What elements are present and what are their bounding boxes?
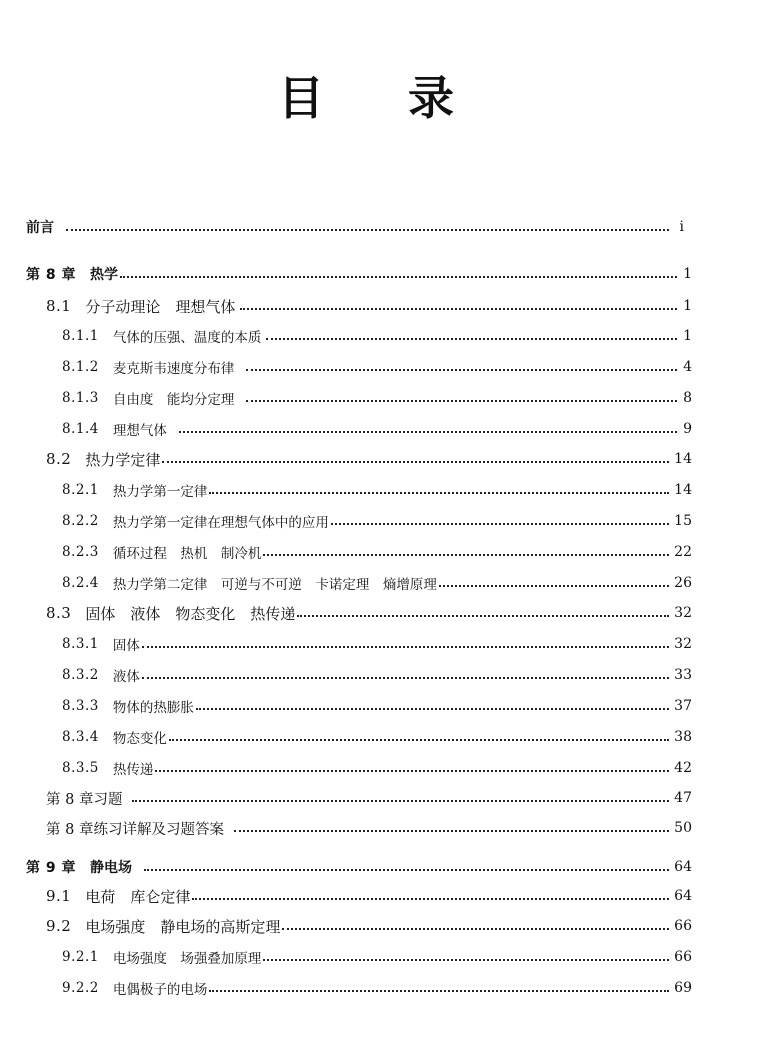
toc-label: 分子动理论 理想气体 <box>85 297 236 316</box>
toc-label: 固体 液体 物态变化 热传递 <box>85 604 296 623</box>
page-title-char-1: 目 <box>278 71 324 125</box>
toc-leader <box>162 461 669 463</box>
toc-leader <box>209 990 669 992</box>
toc-label: 热力学第一定律在理想气体中的应用 <box>112 515 329 531</box>
toc-leader <box>234 830 669 832</box>
toc-page-number: 9 <box>683 421 692 437</box>
toc-label: 气体的压强、温度的本质 <box>112 330 262 346</box>
toc-page-number: 4 <box>683 359 692 375</box>
toc-page-number: 32 <box>674 605 692 621</box>
toc-entry-subsection-8-2-3[interactable] <box>62 540 692 564</box>
toc-entry-subsection-8-2-4[interactable] <box>62 571 692 595</box>
toc-number: 8.3.4 <box>62 729 99 745</box>
toc-entry-chapter-8-answers[interactable] <box>46 816 692 840</box>
toc-label: 循环过程 热机 制冷机 <box>112 546 262 562</box>
toc-entry-subsection-8-1-1[interactable] <box>62 324 692 348</box>
toc-entry-subsection-8-3-1[interactable] <box>62 632 692 656</box>
toc-entry-subsection-8-2-1[interactable] <box>62 478 692 502</box>
toc-number: 8.2.4 <box>62 575 99 591</box>
toc-label: 理想气体 <box>112 423 167 439</box>
toc-leader <box>142 677 669 679</box>
toc-entry-chapter-8-exercises[interactable] <box>46 786 692 810</box>
toc-label: 热传递 <box>112 762 154 778</box>
toc-leader <box>266 338 677 340</box>
toc-entry-section-8-2[interactable] <box>46 447 692 471</box>
toc-label: 热力学第一定律 <box>112 484 208 500</box>
toc-label: 第 8 章习题 <box>46 791 123 808</box>
toc-number: 8.1.4 <box>62 421 99 437</box>
toc-page-number: i <box>679 219 684 235</box>
toc-label: 电荷 库仑定律 <box>85 887 191 906</box>
toc-number: 8.1.1 <box>62 328 99 344</box>
toc-entry-section-9-2[interactable] <box>46 914 692 938</box>
toc-page-number: 37 <box>674 698 692 714</box>
toc-number: 8.2.3 <box>62 544 99 560</box>
toc-number: 第 8 章 <box>26 267 76 283</box>
toc-page-number: 64 <box>674 859 692 875</box>
toc-page-number: 33 <box>674 667 692 683</box>
toc-number: 9.2.2 <box>62 980 99 996</box>
toc-leader <box>439 585 669 587</box>
toc-page-number: 22 <box>674 544 692 560</box>
toc-label: 自由度 能均分定理 <box>112 392 235 408</box>
page-title-char-2: 录 <box>408 71 454 125</box>
toc-number: 第 9 章 <box>26 860 76 876</box>
toc-entry-subsection-9-2-1[interactable] <box>62 945 692 969</box>
toc-page-number: 66 <box>674 918 692 934</box>
toc-label: 电场强度 场强叠加原理 <box>112 951 262 967</box>
toc-leader <box>169 739 669 741</box>
toc-number: 8.3.1 <box>62 636 99 652</box>
toc-entry-subsection-8-3-4[interactable] <box>62 725 692 749</box>
toc-number: 8.2.2 <box>62 513 99 529</box>
toc-leader <box>192 898 669 900</box>
page-title <box>0 68 758 128</box>
toc-number: 9.2 <box>46 917 72 935</box>
toc-label: 电偶极子的电场 <box>112 982 208 998</box>
toc-number: 8.1.2 <box>62 359 99 375</box>
toc-entry-chapter-9[interactable] <box>26 855 692 879</box>
toc-leader <box>196 708 669 710</box>
toc-label: 静电场 <box>90 860 132 876</box>
toc-number: 8.3.3 <box>62 698 99 714</box>
toc-page-number: 66 <box>674 949 692 965</box>
toc-leader <box>132 800 669 802</box>
toc-entry-subsection-8-3-2[interactable] <box>62 663 692 687</box>
toc-label: 前言 <box>26 220 54 236</box>
toc-entry-subsection-8-1-3[interactable] <box>62 386 692 410</box>
toc-entry-section-8-3[interactable] <box>46 601 692 625</box>
toc-label: 液体 <box>112 669 140 685</box>
toc-leader <box>209 492 669 494</box>
toc-number: 8.3 <box>46 604 72 622</box>
toc-page-number: 38 <box>674 729 692 745</box>
toc-number: 8.3.2 <box>62 667 99 683</box>
toc-number: 9.2.1 <box>62 949 99 965</box>
toc-leader <box>144 869 669 871</box>
toc-number: 8.1 <box>46 297 72 315</box>
toc-number: 8.1.3 <box>62 390 99 406</box>
toc-entry-subsection-8-1-2[interactable] <box>62 355 692 379</box>
toc-page-number: 8 <box>683 390 692 406</box>
toc-leader <box>282 928 669 930</box>
toc-page-number: 1 <box>683 328 692 344</box>
toc-label: 固体 <box>112 638 140 654</box>
toc-leader <box>331 523 669 525</box>
toc-label: 物体的热膨胀 <box>112 700 194 716</box>
toc-leader <box>155 770 669 772</box>
toc-label: 热学 <box>90 267 118 283</box>
toc-page-number: 47 <box>674 790 692 806</box>
toc-entry-chapter-8[interactable] <box>26 262 692 286</box>
toc-page-number: 32 <box>674 636 692 652</box>
toc-leader <box>297 615 669 617</box>
toc-entry-preface[interactable] <box>26 215 684 239</box>
toc-page-number: 26 <box>674 575 692 591</box>
toc-leader <box>66 229 669 231</box>
toc-entry-section-8-1[interactable] <box>46 294 692 318</box>
toc-page-number: 1 <box>683 298 692 314</box>
toc-label: 热力学定律 <box>85 450 161 469</box>
toc-label: 电场强度 静电场的高斯定理 <box>85 917 281 936</box>
toc-number: 8.3.5 <box>62 760 99 776</box>
toc-page-number: 69 <box>674 980 692 996</box>
toc-entry-subsection-8-3-5[interactable] <box>62 756 692 780</box>
toc-label: 麦克斯韦速度分布律 <box>112 361 235 377</box>
toc-leader <box>263 554 669 556</box>
toc-number: 8.2.1 <box>62 482 99 498</box>
toc-page-number: 14 <box>674 451 692 467</box>
toc-leader <box>142 646 669 648</box>
toc-number: 9.1 <box>46 887 72 905</box>
toc-page-number: 42 <box>674 760 692 776</box>
toc-entry-section-9-1[interactable] <box>46 884 692 908</box>
toc-leader <box>240 308 677 310</box>
toc-page-number: 64 <box>674 888 692 904</box>
toc-label: 第 8 章练习详解及习题答案 <box>46 821 224 838</box>
toc-leader <box>179 431 677 433</box>
toc-leader <box>246 369 677 371</box>
toc-entry-subsection-8-2-2[interactable] <box>62 509 692 533</box>
toc-label: 物态变化 <box>112 731 167 747</box>
toc-entry-subsection-9-2-2[interactable] <box>62 976 692 1000</box>
toc-page-number: 15 <box>674 513 692 529</box>
toc-page-number: 14 <box>674 482 692 498</box>
toc-leader <box>246 400 677 402</box>
toc-leader <box>120 276 677 278</box>
toc-page-number: 1 <box>683 266 692 282</box>
toc-entry-subsection-8-1-4[interactable] <box>62 417 692 441</box>
toc-number: 8.2 <box>46 450 72 468</box>
toc-entry-subsection-8-3-3[interactable] <box>62 694 692 718</box>
toc-label: 热力学第二定律 可逆与不可逆 卡诺定理 熵增原理 <box>112 577 437 593</box>
toc-leader <box>263 959 669 961</box>
toc-page-number: 50 <box>674 820 692 836</box>
